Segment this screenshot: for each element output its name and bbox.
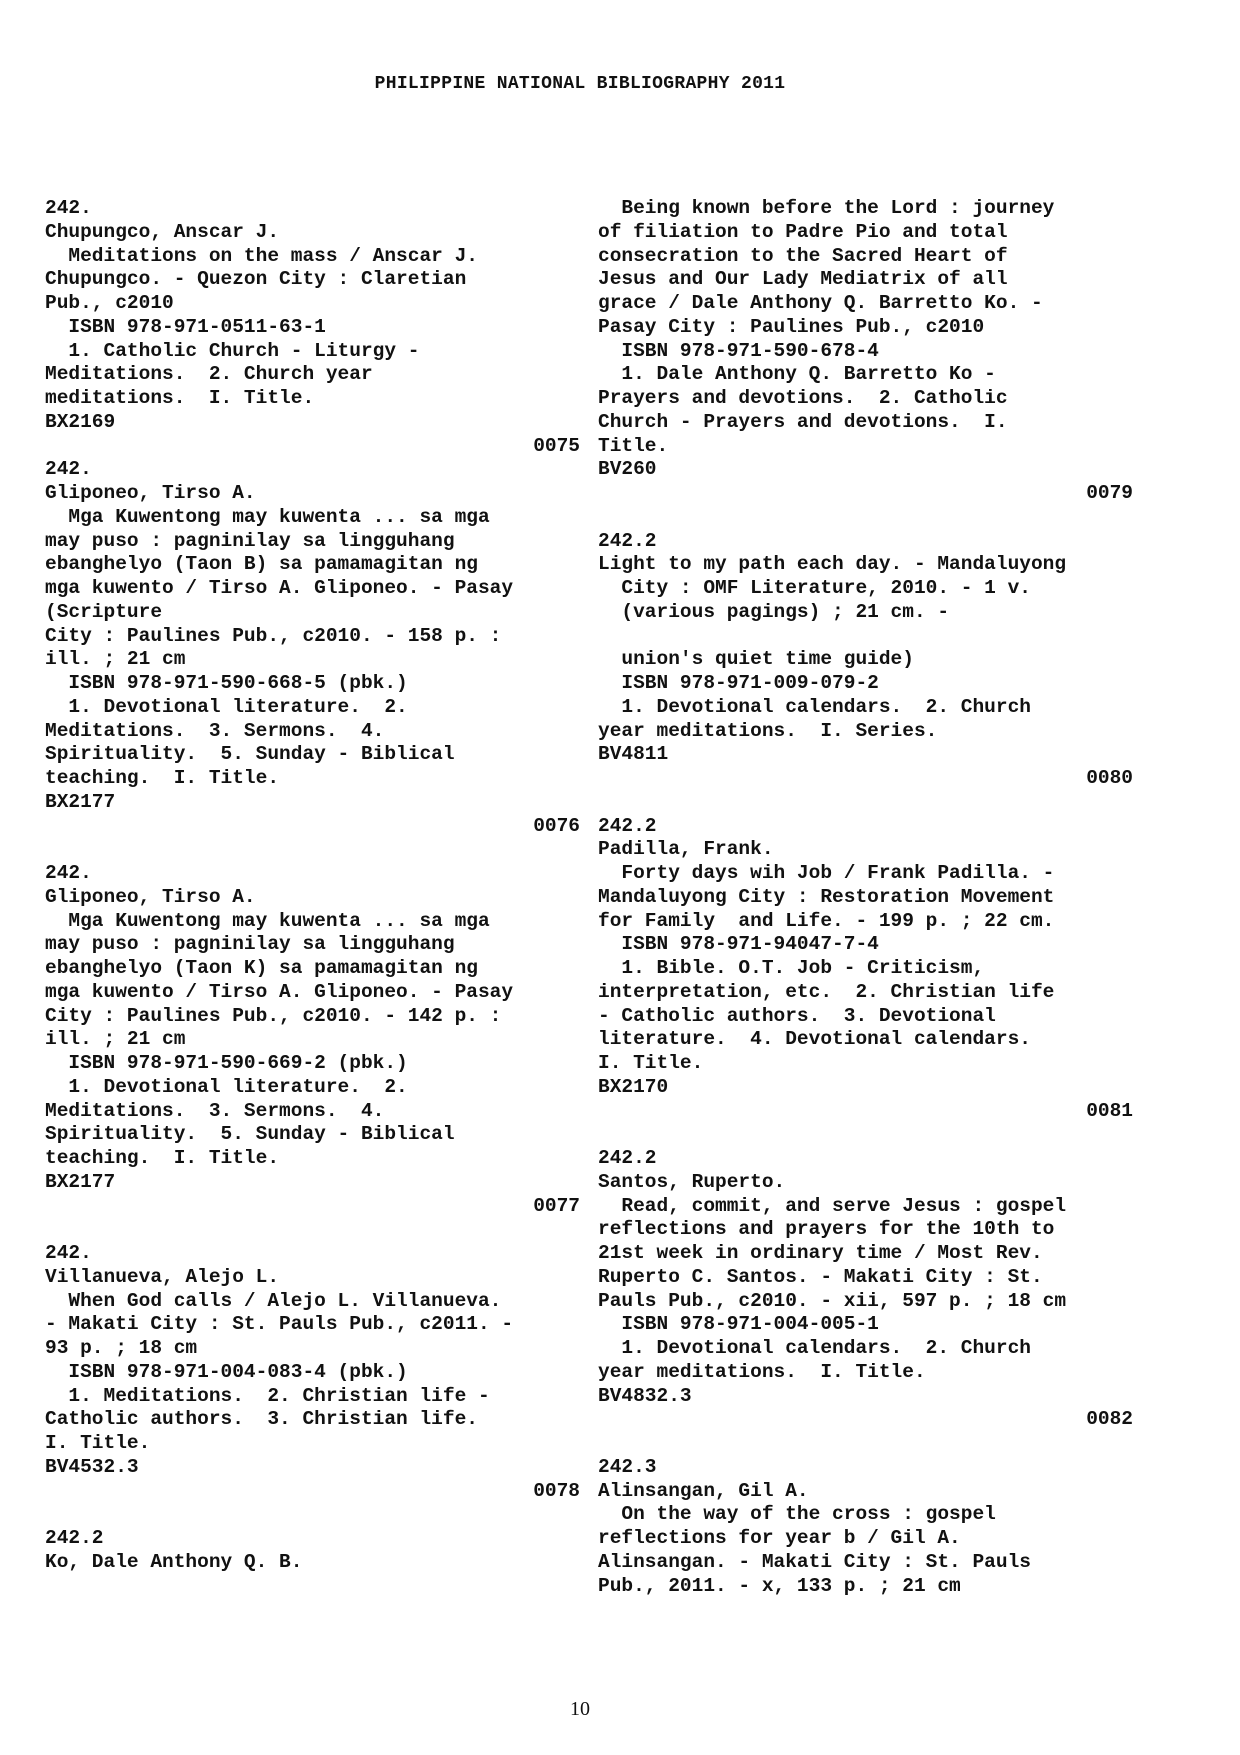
entry-line: 1. Dale Anthony Q. Barretto Ko - (598, 363, 996, 386)
entry-line: Meditations. 3. Sermons. 4. (45, 1099, 385, 1122)
bib-entry (45, 458, 580, 862)
call-number: 242. (45, 458, 92, 481)
entry-line: union's quiet time guide) (598, 648, 914, 671)
entry-line: Mga Kuwentong may kuwenta ... sa mga (45, 909, 490, 932)
entry-spacer (45, 838, 580, 862)
entry-line: BV260 (598, 458, 657, 481)
entry-number: 0077 (533, 1194, 580, 1217)
entry-line: grace / Dale Anthony Q. Barretto Ko. - (598, 292, 1043, 314)
entry-line: reflections and prayers for the 10th to (598, 1218, 1055, 1241)
entry-line: Chupungco. - Quezon City : Claretian (45, 268, 467, 291)
call-number: 242. (45, 197, 92, 219)
entry-line: BX2177 (45, 790, 116, 813)
entry-line: Meditations. 3. Sermons. 4. (45, 719, 385, 742)
entry-line: Prayers and devotions. 2. Catholic (598, 387, 1008, 409)
entry-line: ISBN 978-971-0511-63-1 (45, 315, 326, 338)
bib-entry (598, 1456, 1133, 1599)
entry-line: mga kuwento / Tirso A. Gliponeo. - Pasay (45, 980, 514, 1003)
entry-line: consecration to the Sacred Heart of (598, 244, 1008, 267)
entry-spacer (598, 506, 1133, 530)
entry-number: 0082 (1086, 1408, 1133, 1431)
entry-line: Alinsangan, Gil A. (598, 1479, 809, 1502)
entry-spacer (598, 1123, 1133, 1147)
entry-line: - Catholic authors. 3. Devotional (598, 1004, 996, 1027)
entry-line: (Scripture (45, 600, 163, 623)
entry-line: year meditations. I. Series. (598, 719, 938, 742)
entry-spacer (598, 1432, 1133, 1456)
call-number: 242. (45, 1242, 92, 1264)
call-number: 242.3 (598, 1455, 657, 1478)
entry-line: 1. Devotional literature. 2. (45, 695, 408, 718)
entry-line: 1. Devotional literature. 2. (45, 1075, 408, 1098)
entry-line: I. Title. (45, 1432, 151, 1454)
entry-spacer (45, 1218, 580, 1242)
entry-line: ISBN 978-971-590-669-2 (pbk.) (45, 1052, 408, 1074)
entry-line: Alinsangan. - Makati City : St. Pauls (598, 1550, 1031, 1573)
entry-line: ISBN 978-971-590-678-4 (598, 339, 879, 362)
entry-line: ill. ; 21 cm (45, 648, 186, 671)
entry-line: When God calls / Alejo L. Villanueva. (45, 1289, 502, 1312)
entry-line: Title. (598, 434, 669, 457)
call-number: 242.2 (45, 1527, 104, 1549)
entry-line: Mga Kuwentong may kuwenta ... sa mga (45, 505, 490, 528)
entry-line: Chupungco, Anscar J. (45, 220, 280, 243)
entry-line: Gliponeo, Tirso A. (45, 482, 256, 504)
entry-number: 0075 (533, 434, 580, 457)
entry-line: Meditations. 2. Church year (45, 363, 373, 386)
entry-line: (various pagings) ; 21 cm. - (598, 600, 950, 623)
entry-line: City : Paulines Pub., c2010. - 158 p. : (45, 624, 502, 647)
bib-entry (45, 1527, 580, 1575)
bib-entry (598, 530, 1133, 815)
entry-line: Meditations on the mass / Anscar J. (45, 244, 478, 267)
entry-line: ISBN 978-971-004-005-1 (598, 1313, 879, 1336)
entry-line: Spirituality. 5. Sunday - Biblical (45, 1123, 455, 1146)
bib-entry (45, 197, 580, 458)
entry-line: Catholic authors. 3. Christian life. (45, 1408, 478, 1431)
entry-line: Church - Prayers and devotions. I. (598, 410, 1008, 433)
left-column (45, 197, 580, 1575)
entry-line: 1. Devotional calendars. 2. Church (598, 1337, 1031, 1359)
entry-line: ISBN 978-971-004-083-4 (pbk.) (45, 1360, 408, 1383)
call-number: 242.2 (598, 529, 657, 552)
entry-line: year meditations. I. Title. (598, 1360, 926, 1383)
entry-line: ill. ; 21 cm (45, 1028, 186, 1051)
entry-line: BX2169 (45, 410, 116, 433)
bib-entry (598, 815, 1133, 1148)
entry-line: BV4832.3 (598, 1384, 692, 1407)
entry-line: ebanghelyo (Taon K) sa pamamagitan ng (45, 957, 478, 979)
entry-line: - Makati City : St. Pauls Pub., c2011. - (45, 1313, 514, 1336)
entry-line: teaching. I. Title. (45, 1147, 280, 1169)
entry-line: may puso : pagninilay sa lingguhang (45, 933, 455, 956)
entry-line: City : Paulines Pub., c2010. - 142 p. : (45, 1004, 502, 1027)
entry-line: 1. Devotional calendars. 2. Church (598, 695, 1031, 718)
entry-line: Being known before the Lord : journey (598, 197, 1055, 219)
entry-line: Villanueva, Alejo L. (45, 1265, 280, 1288)
entry-line: Pub., c2010 (45, 292, 174, 314)
entry-line: Gliponeo, Tirso A. (45, 885, 256, 908)
entry-line: On the way of the cross : gospel (598, 1503, 996, 1526)
entry-line: may puso : pagninilay sa lingguhang (45, 529, 455, 552)
bib-entry (45, 862, 580, 1242)
entry-line: BV4811 (598, 743, 669, 766)
entry-line: teaching. I. Title. (45, 767, 280, 789)
call-number: 242.2 (598, 814, 657, 837)
entry-line: Pauls Pub., c2010. - xii, 597 p. ; 18 cm (598, 1289, 1067, 1312)
entry-line: City : OMF Literature, 2010. - 1 v. (598, 577, 1031, 599)
entry-spacer (45, 1503, 580, 1527)
entry-line: interpretation, etc. 2. Christian life (598, 980, 1055, 1003)
entry-number: 0076 (533, 814, 580, 837)
entry-line: BV4532.3 (45, 1455, 139, 1478)
bib-entry (598, 1147, 1133, 1456)
entry-line: Forty days wih Job / Frank Padilla. - (598, 862, 1055, 884)
entry-line: 21st week in ordinary time / Most Rev. (598, 1242, 1043, 1264)
entry-line: BX2177 (45, 1170, 116, 1193)
right-column (598, 197, 1133, 1598)
entry-spacer (598, 791, 1133, 815)
bib-entry (598, 197, 1133, 530)
entry-number: 0079 (1086, 482, 1133, 504)
entry-line: Jesus and Our Lady Mediatrix of all (598, 268, 1008, 291)
entry-line: 1. Bible. O.T. Job - Criticism, (598, 957, 985, 979)
call-number: 242. (45, 862, 92, 884)
bib-entry (45, 1242, 580, 1527)
entry-line: BX2170 (598, 1075, 669, 1098)
entry-line: ISBN 978-971-94047-7-4 (598, 933, 879, 956)
entry-line: of filiation to Padre Pio and total (598, 220, 1008, 243)
entry-line: ISBN 978-971-009-079-2 (598, 672, 879, 694)
entry-line: Santos, Ruperto. (598, 1170, 786, 1193)
call-number: 242.2 (598, 1147, 657, 1169)
entry-line: meditations. I. Title. (45, 387, 315, 409)
entry-line: Pub., 2011. - x, 133 p. ; 21 cm (598, 1574, 961, 1597)
entry-line: 1. Meditations. 2. Christian life - (45, 1384, 490, 1407)
entry-line: Spirituality. 5. Sunday - Biblical (45, 743, 455, 766)
entry-line: ISBN 978-971-590-668-5 (pbk.) (45, 672, 408, 694)
page-number: 10 (570, 1698, 590, 1720)
entry-line: for Family and Life. - 199 p. ; 22 cm. (598, 909, 1055, 932)
entry-line: ebanghelyo (Taon B) sa pamamagitan ng (45, 553, 478, 576)
entry-number: 0078 (533, 1479, 580, 1502)
entry-number: 0081 (1086, 1099, 1133, 1122)
entry-line: I. Title. (598, 1052, 704, 1074)
entry-number: 0080 (1086, 767, 1133, 789)
entry-line: Ruperto C. Santos. - Makati City : St. (598, 1265, 1043, 1288)
entry-line: reflections for year b / Gil A. (598, 1527, 961, 1549)
entry-line: Ko, Dale Anthony Q. B. (45, 1550, 303, 1573)
entry-line: literature. 4. Devotional calendars. (598, 1028, 1031, 1051)
entry-line: Light to my path each day. - Mandaluyong (598, 553, 1067, 576)
entry-line: 1. Catholic Church - Liturgy - (45, 339, 420, 362)
entry-line: Padilla, Frank. (598, 838, 774, 861)
entry-line: Read, commit, and serve Jesus : gospel (598, 1194, 1067, 1217)
entry-line: Pasay City : Paulines Pub., c2010 (598, 315, 985, 338)
entry-line: 93 p. ; 18 cm (45, 1337, 198, 1359)
page-header: PHILIPPINE NATIONAL BIBLIOGRAPHY 2011 (374, 74, 786, 94)
entry-line (598, 625, 1133, 649)
entry-line: Mandaluyong City : Restoration Movement (598, 885, 1055, 908)
entry-line: mga kuwento / Tirso A. Gliponeo. - Pasay (45, 577, 514, 599)
